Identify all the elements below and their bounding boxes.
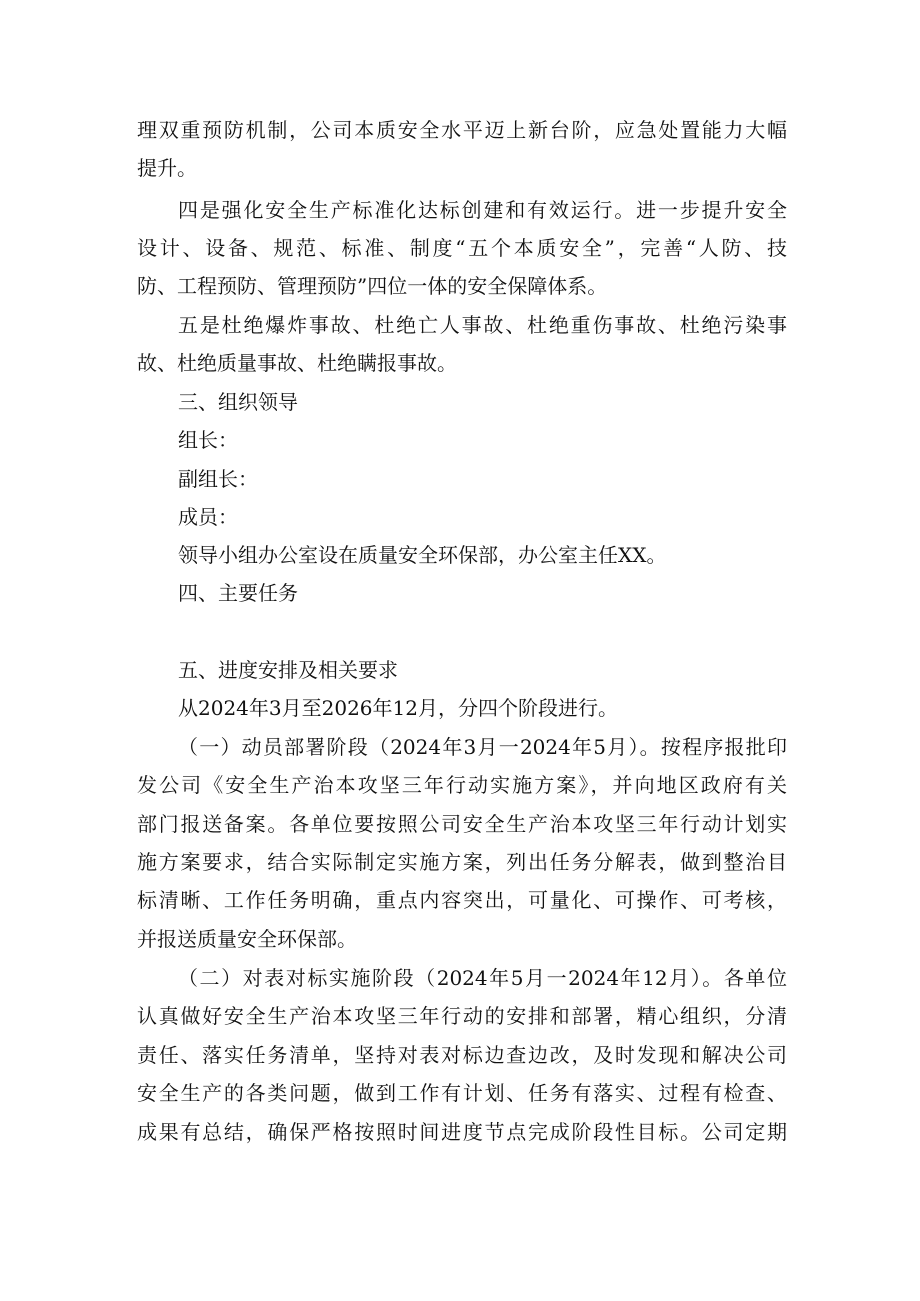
body-text-line: 成果有总结，确保严格按照时间进度节点完成阶段性目标。公司定期: [137, 1120, 787, 1144]
body-text-line: 标清晰、工作任务明确，重点内容突出，可量化、可操作、可考核，: [137, 888, 787, 912]
body-text-line: 施方案要求，结合实际制定实施方案，列出任务分解表，做到整治目: [137, 850, 787, 874]
paragraph-first-line: 五是杜绝爆炸事故、杜绝亡人事故、杜绝重伤事故、杜绝污染事: [178, 313, 787, 337]
body-text-line: 设计、设备、规范、标准、制度“五个本质安全”，完善“人防、技: [137, 236, 787, 260]
body-text-line: 发公司《安全生产治本攻坚三年行动实施方案》，并向地区政府有关: [137, 773, 787, 797]
body-text-line: 提升。: [137, 156, 197, 180]
body-text-line: 认真做好安全生产治本攻坚三年行动的安排和部署，精心组织，分清: [137, 1004, 787, 1028]
paragraph-first-line: （二）对表对标实施阶段（2024年5月一2024年12月）。各单位: [178, 966, 787, 990]
members-label: 成员：: [178, 505, 238, 529]
leader-label: 组长：: [178, 428, 238, 452]
body-text-line: 并报送质量安全环保部。: [137, 927, 357, 951]
body-text-line: 安全生产的各类问题，做到工作有计划、任务有落实、过程有检查、: [137, 1081, 787, 1105]
paragraph-first-line: 四是强化安全生产标准化达标创建和有效运行。进一步提升安全: [178, 198, 787, 222]
body-text-line: 故、杜绝质量事故、杜绝瞒报事故。: [137, 351, 457, 375]
body-text-line: 防、工程预防、管理预防”四位一体的安全保障体系。: [137, 274, 608, 298]
paragraph-first-line: （一）动员部署阶段（2024年3月一2024年5月）。按程序报批印: [178, 735, 787, 759]
section-heading: 五、进度安排及相关要求: [178, 658, 398, 682]
deputy-leader-label: 副组长：: [178, 467, 258, 491]
office-note: 领导小组办公室设在质量安全环保部，办公室主任XX。: [178, 543, 667, 567]
section-heading: 四、主要任务: [178, 581, 298, 605]
section-heading: 三、组织领导: [178, 390, 298, 414]
schedule-intro: 从2024年3月至2026年12月，分四个阶段进行。: [178, 696, 618, 720]
body-text-line: 部门报送备案。各单位要按照公司安全生产治本攻坚三年行动计划实: [137, 812, 787, 836]
body-text-line: 理双重预防机制，公司本质安全水平迈上新台阶，应急处置能力大幅: [137, 118, 787, 142]
body-text-line: 责任、落实任务清单，坚持对表对标边查边改，及时发现和解决公司: [137, 1043, 787, 1067]
